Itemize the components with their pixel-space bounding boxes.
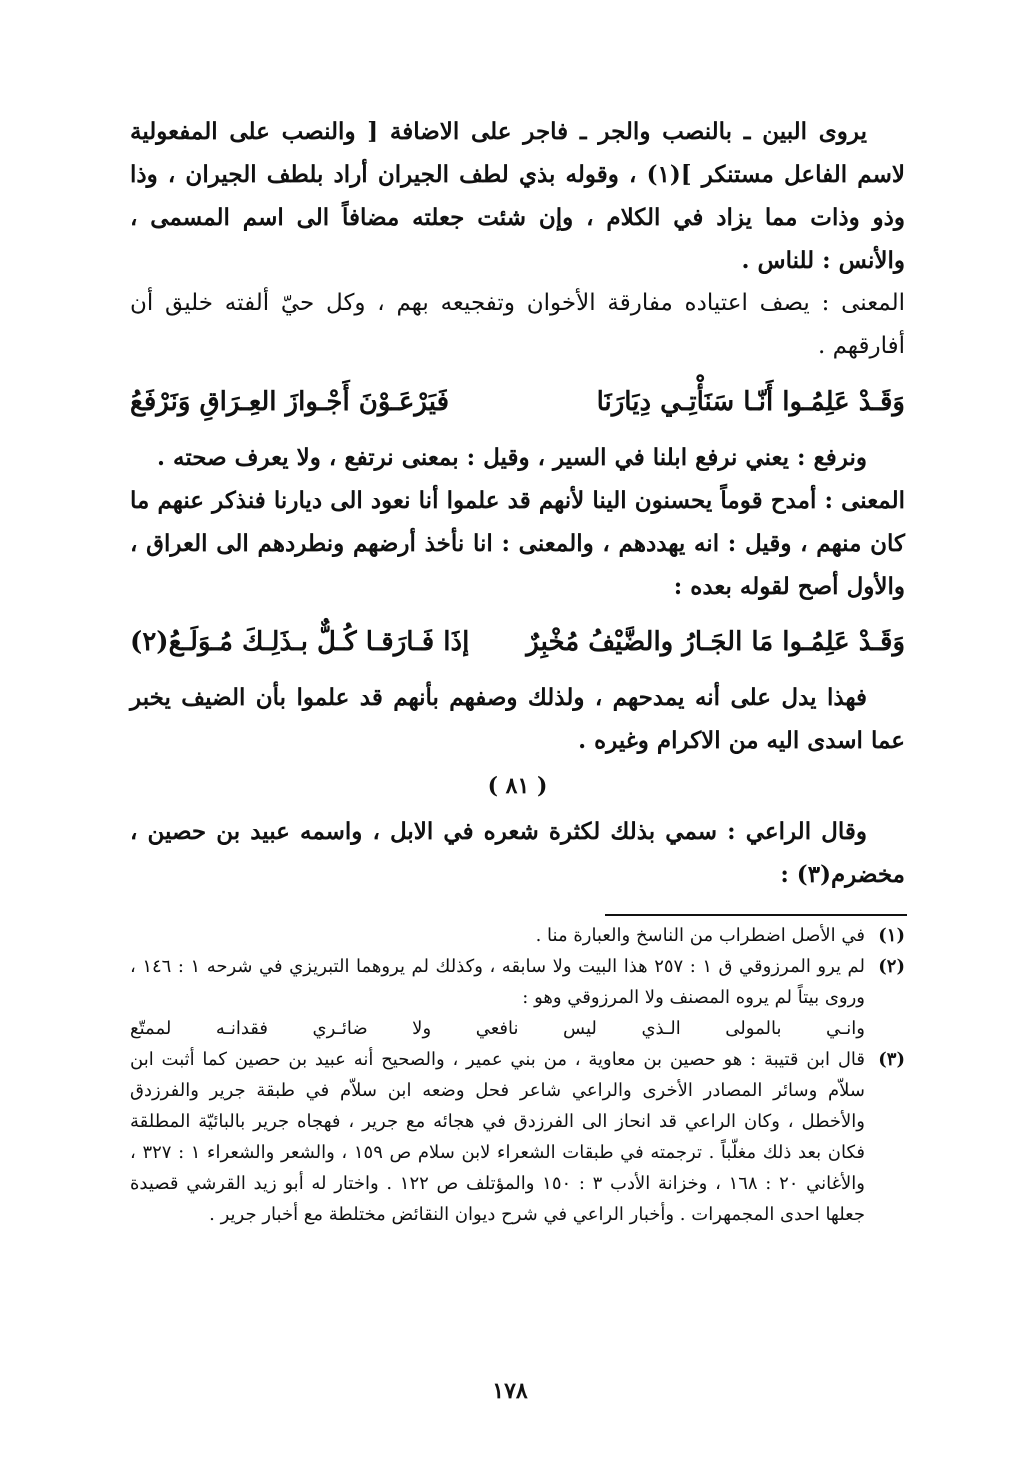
verse-word: نافعي (475, 1018, 519, 1039)
footnote-divider (605, 914, 907, 916)
footnote-mark: (٢) (878, 956, 905, 977)
footnote-3 (130, 1044, 905, 1230)
paragraph-1-meaning: المعنى : يصف اعتياده مفارقة الأخوان وتفجيعه بهم ، وكل حيّ ألفته خليق أن أفارقهم . (130, 290, 905, 359)
verse-1 (130, 372, 905, 432)
footnote-mark: (١) (878, 925, 905, 946)
verse-2 (130, 612, 905, 672)
footnote-2-verse (130, 1013, 905, 1044)
footnote-1 (130, 920, 905, 951)
verse-word: ليس (563, 1018, 597, 1039)
verse-word: فقدانـه (215, 1018, 268, 1039)
footnote-2 (130, 951, 905, 1013)
footnote-text: في الأصل اضطراب من الناسخ والعبارة منا . (535, 925, 865, 946)
footnote-text: لم يرو المرزوقي ق ١ : ٢٥٧ هذا البيت ولا سابقه ، وكذلك لم يروهما التبريزي في شرحه ١ : ١٤٦ ، وروى بيتاً لم يروه المصنف ولا المرزوقي وهو : (130, 956, 866, 1008)
paragraph-2: ونرفع : يعني نرفع ابلنا في السير ، وقيل : بمعنى نرتفع ، ولا يعرف صحته . (156, 444, 867, 471)
main-text (130, 110, 905, 896)
page-number: ١٧٨ (492, 1378, 528, 1404)
paragraph-3: المعنى : أمدح قوماً يحسنون الينا لأنهم قد علموا أنا نعود الى ديارنا فنذكر عنهم ما كان منهم ، وقيل : انه يهددهم ، والمعنى : انا نأخذ أرضهم ونطردهم الى العراق ، والأول أصح لقوله بعده : (130, 487, 905, 600)
verse-word: الـذي (641, 1018, 681, 1039)
paragraph-4: فهذا يدل على أنه يمدحهم ، ولذلك وصفهم بأنهم قد علموا بأن الضيف يخبر عما اسدى اليه من الاكرام وغيره . (130, 684, 905, 754)
footnote-mark: (٣) (878, 1049, 905, 1070)
paragraph-5: وقال الراعي : سمي بذلك لكثرة شعره في الابل ، واسمه عبيد بن حصين ، مخضرم(٣) : (130, 818, 905, 888)
verse-word: لممتّع (130, 1018, 172, 1039)
verse-1-right-hemistich: وَقَـدْ عَلِمُـوا أَنّـا سَنَأْتِـي دِيَارَنَا (596, 387, 905, 417)
paragraph-1: يروى البين ـ بالنصب والجر ـ فاجر على الاضافة [ والنصب على المفعولية لاسم الفاعل مستنكر ](١) ، وقوله بذي لطف الجيران أراد بلطف الجيران ، وذا وذو وذات مما يزاد في الكلام ، وإن شئت جعلته مضافاً الى اسم المسمى ، والأنس : للناس . (130, 118, 906, 274)
verse-word: بالمولى (725, 1018, 782, 1039)
verse-word: وانـي (826, 1018, 865, 1039)
verse-1-left-hemistich: فَيَرْعَـوْنَ أَجْـوازَ العِـرَاقِ وَنَرْفَعُ (130, 387, 450, 417)
verse-2-right-hemistich: وَقَـدْ عَلِمُـوا مَا الجَـارُ والضَّيْفُ مُخْبِرٌ (526, 627, 905, 657)
verse-2-left-hemistich: إذَا فَـارَقـا كُـلٌّ بـذَلِـكَ مُـوَلَـعُ(٢) (130, 627, 470, 657)
section-number: ( ٨١ ) (487, 773, 548, 799)
footnotes (130, 920, 905, 1230)
footnote-text: قال ابن قتيبة : هو حصين بن معاوية ، من بني عمير ، والصحيح أنه عبيد بن حصين كما أثبت ابن سلاّم وسائر المصادر الأخرى والراعي شاعر فحل وضعه ابن سلاّم في طبقة جرير والفرزدق والأخطل ، وكان الراعي قد انحاز الى الفرزدق في هجائه مع جرير ، فهجاه جرير بالبائيّة المطلقة فكان بعد ذلك مغلّباً . ترجمته في طبقات الشعراء لابن سلام ص ١٥٩ ، والشعر والشعراء ١ : ٣٢٧ ، والأغاني ٢٠ : ١٦٨ ، وخزانة الأدب ٣ : ١٥٠ والمؤتلف ص ١٢٢ . واختار له أبو زيد القرشي قصيدة جعلها احدى المجمهرات . وأخبار الراعي في شرح ديوان النقائض مختلطة مع أخبار جرير . (130, 1049, 866, 1225)
verse-word: ضائـري (312, 1018, 368, 1039)
verse-word: ولا (412, 1018, 432, 1039)
